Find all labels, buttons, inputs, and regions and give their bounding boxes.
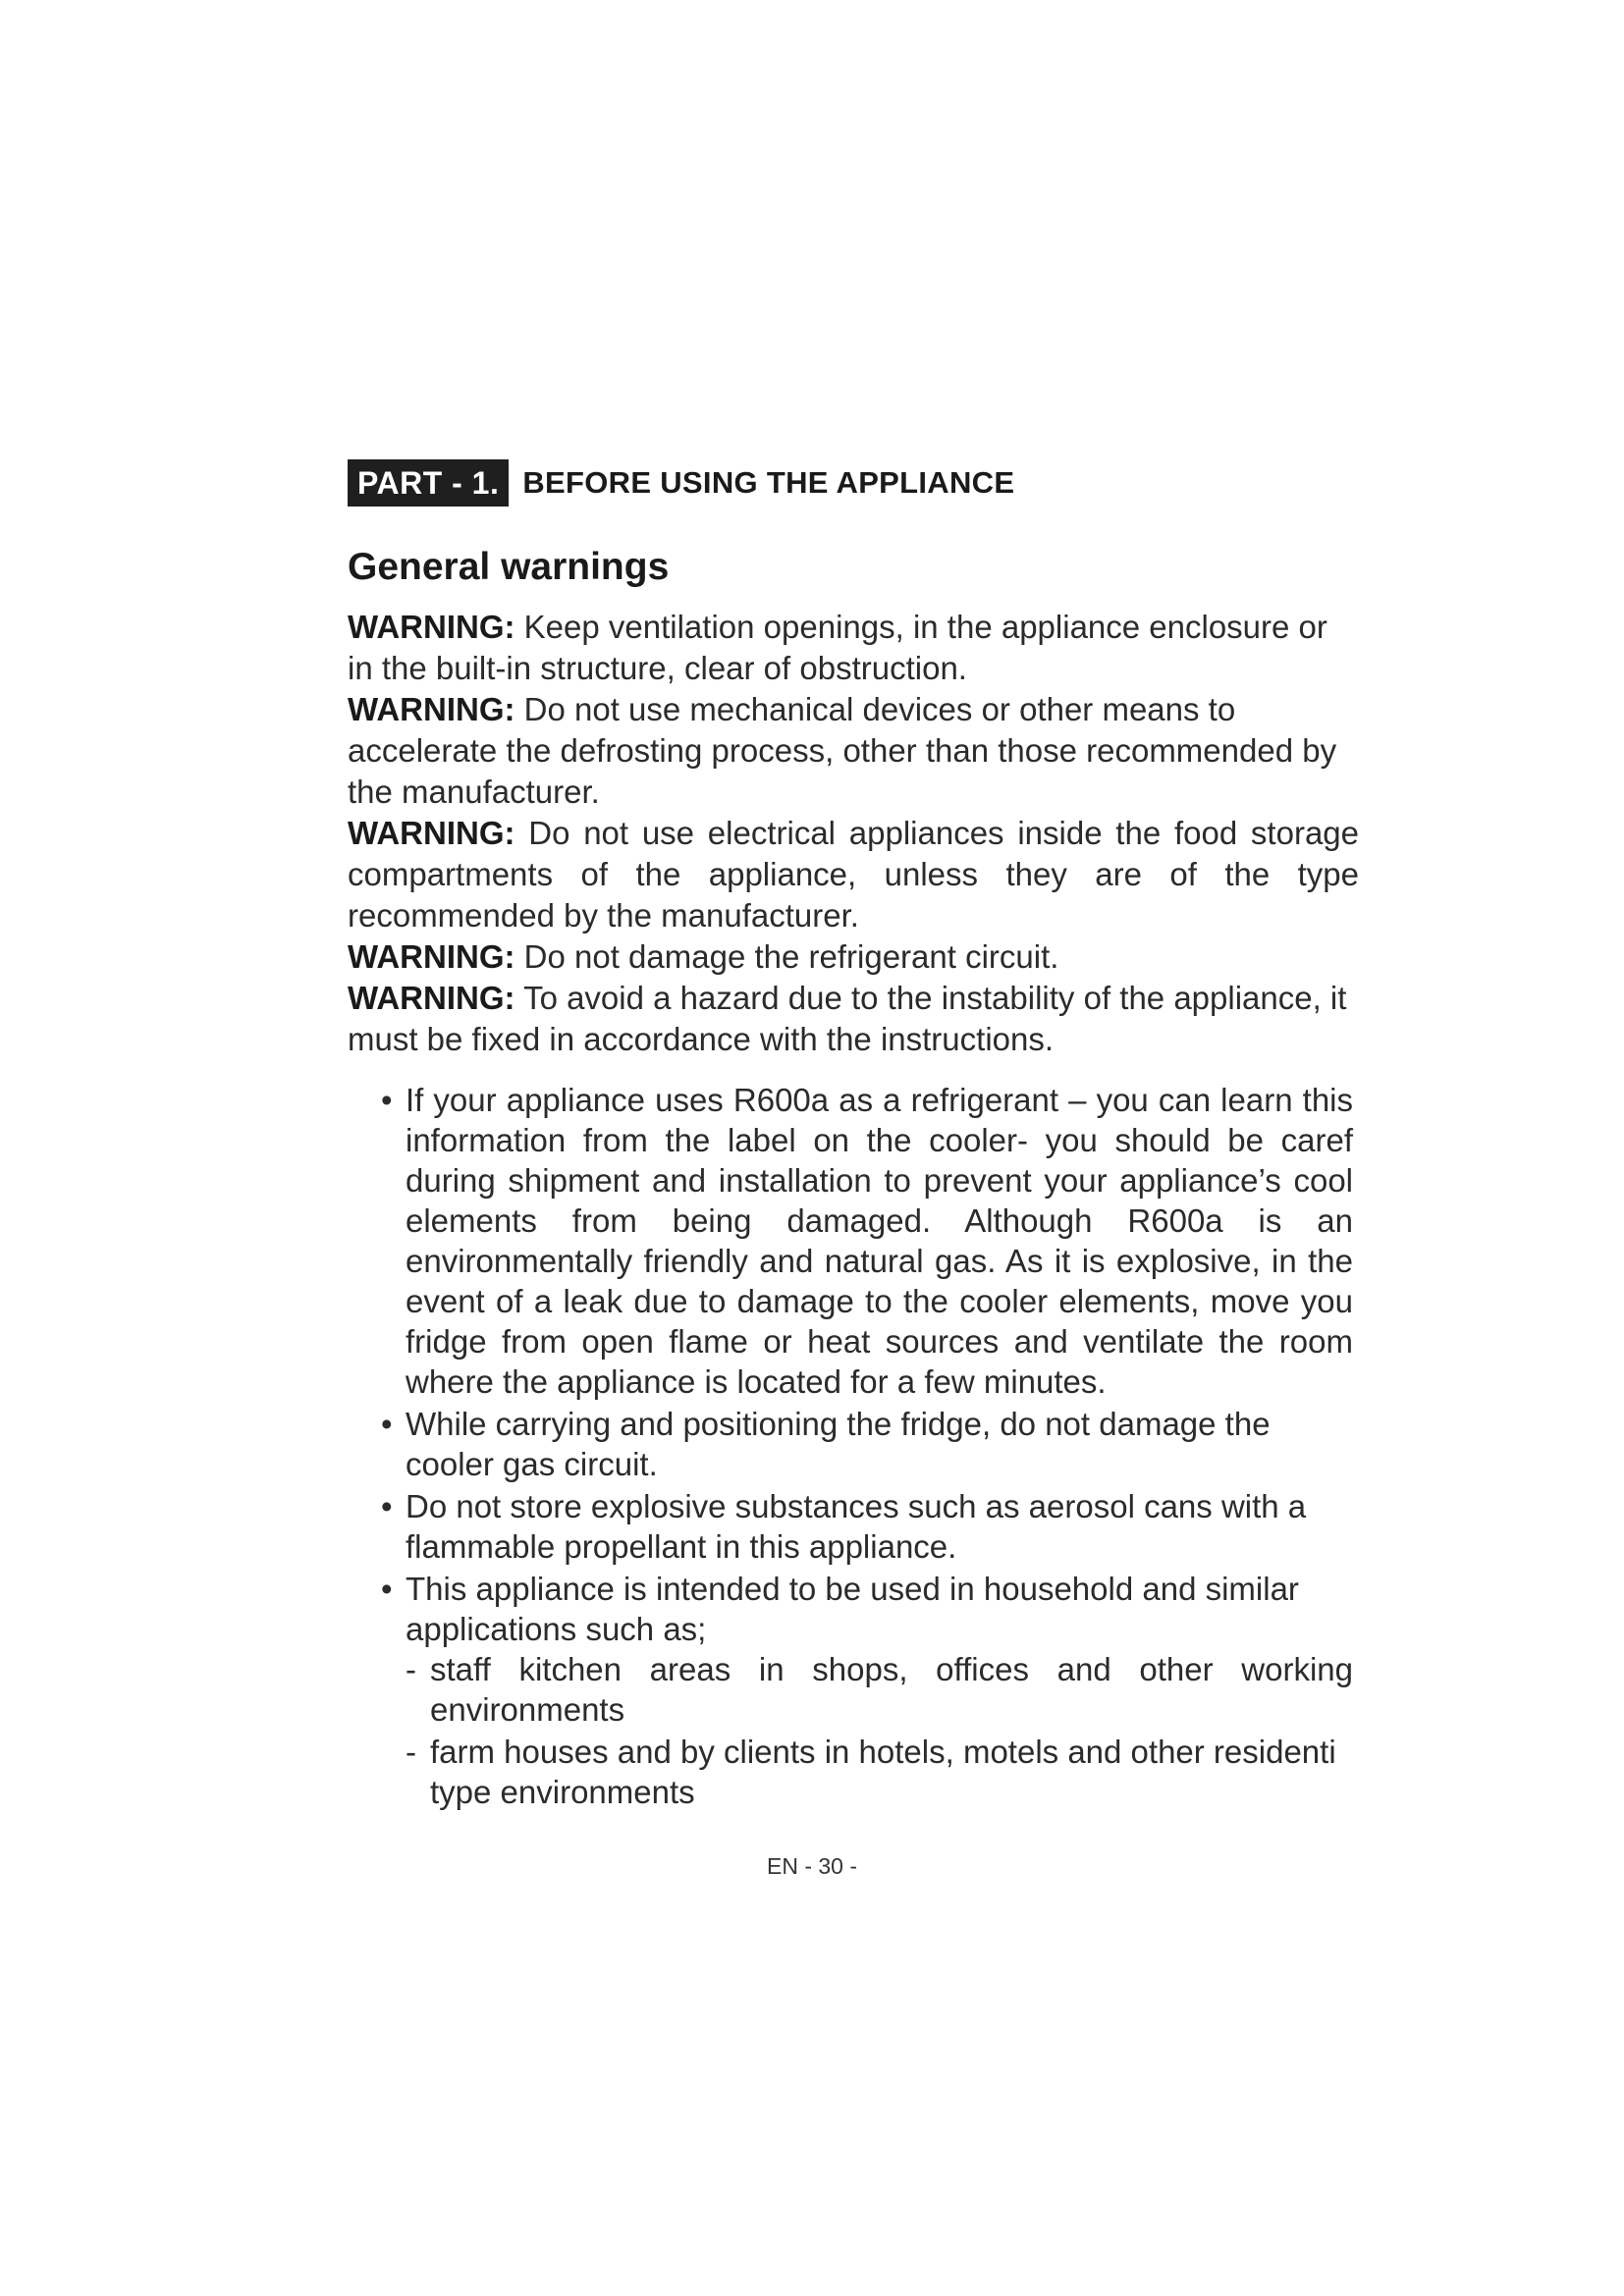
warning-label: WARNING:	[348, 815, 515, 851]
warning-label: WARNING:	[348, 938, 515, 975]
warning-text: Do not damage the refrigerant circuit.	[523, 938, 1059, 975]
warning-item	[348, 607, 1359, 689]
sub-item-text: staff kitchen areas in shops, offices and other working environments	[430, 1651, 1353, 1728]
bullet-text: Do not store explosive substances such as aerosol cans with a flammable propellant in this appliance.	[406, 1488, 1307, 1565]
part-header	[348, 459, 1014, 507]
warning-text: Do not use mechanical devices or other means to accelerate the defrosting process, other than those recommended by the manufacturer.	[348, 691, 1337, 810]
bullet-text: This appliance is intended to be used in household and similar applications such as;	[406, 1571, 1299, 1647]
bullet-item	[381, 1486, 1353, 1567]
part-title: BEFORE USING THE APPLIANCE	[522, 465, 1015, 500]
bullet-item	[381, 1404, 1353, 1484]
bullet-dot: •	[381, 1406, 393, 1442]
warning-item	[348, 936, 1359, 978]
dash-marker: -	[406, 1651, 416, 1687]
warning-label: WARNING:	[348, 691, 515, 727]
page-number: EN - 30 -	[766, 1853, 858, 1879]
warning-text: Keep ventilation openings, in the appliance enclosure or in the built-in structure, clear of obstruction.	[348, 609, 1327, 686]
warning-label: WARNING:	[348, 980, 515, 1016]
warning-item	[348, 689, 1359, 813]
bullet-text: While carrying and positioning the fridge, do not damage the cooler gas circuit.	[406, 1406, 1271, 1482]
warning-label: WARNING:	[348, 609, 515, 645]
sub-item	[406, 1649, 1353, 1730]
dash-marker: -	[406, 1734, 416, 1770]
warnings-list	[348, 607, 1359, 1060]
bullet-list	[381, 1080, 1353, 1814]
warning-item	[348, 813, 1359, 936]
warning-item	[348, 978, 1359, 1060]
warning-text: Do not use electrical appliances inside the food storage compartments of the appliance, unless they are of the type recommended by the manufacturer.	[348, 815, 1359, 934]
section-title: General warnings	[348, 546, 670, 588]
bullet-item	[381, 1080, 1353, 1402]
bullet-dot: •	[381, 1082, 393, 1118]
bullet-dot: •	[381, 1488, 393, 1524]
sub-item	[406, 1732, 1353, 1812]
bullet-item	[381, 1569, 1353, 1812]
sub-item-list	[406, 1649, 1353, 1812]
bullet-text: If your appliance uses R600a as a refrigerant – you can learn this information from the label on the cooler- you should be caref during shipment and installation to prevent your appliance’s cool elements from being damaged. Although R600a is an environmentally friendly and natural gas. As it is explosive, in the event of a leak due to damage to the cooler elements, move you fridge from open flame or heat sources and ventilate the room where the appliance is located for a few minutes.	[406, 1082, 1353, 1400]
sub-item-text: farm houses and by clients in hotels, motels and other residenti type environments	[430, 1734, 1336, 1810]
warning-text: To avoid a hazard due to the instability of the appliance, it must be fixed in accordance with the instructions.	[348, 980, 1347, 1057]
bullet-dot: •	[381, 1571, 393, 1607]
part-badge: PART - 1.	[348, 459, 509, 507]
